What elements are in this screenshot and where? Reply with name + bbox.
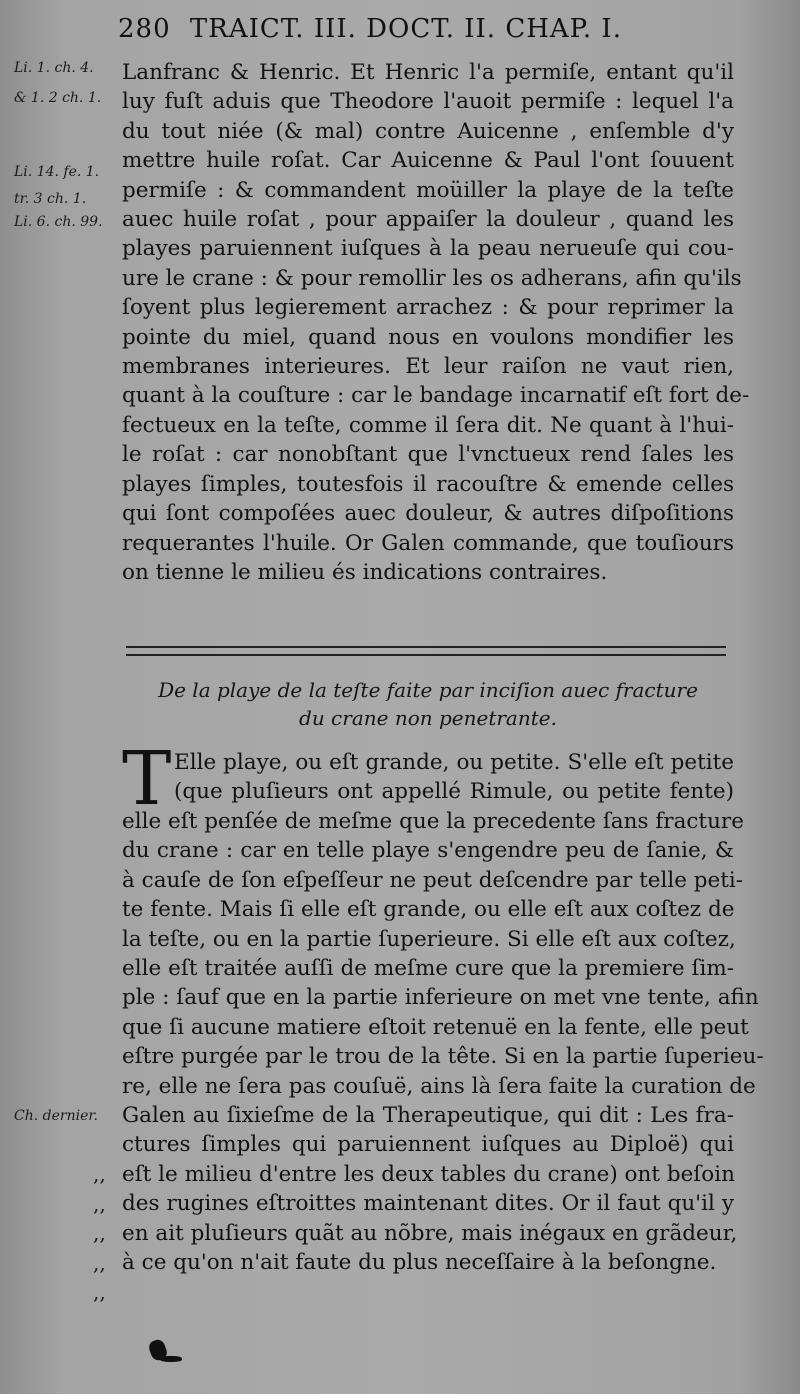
text-line: en ait pluſieurs quãt au nõbre, mais inégaux en grãdeur,: [122, 1220, 738, 1246]
text-line: fectueux en la teſte, comme il ſera dit. Ne quant à l'hui-: [122, 412, 734, 438]
text-line: eſtre purgée par le trou de la tête. Si en la partie ſuperieu-: [122, 1044, 764, 1070]
margin-note: Li. 6. ch. 99.: [14, 214, 103, 230]
text-line: du tout niée (& mal) contre Auicenne , enſemble d'y: [122, 118, 734, 144]
text-line: on tienne le milieu és indications contraires.: [122, 559, 608, 585]
text-line: Lanfranc & Henric. Et Henric l'a permiſe, entant qu'il: [122, 60, 734, 85]
section-title-line: du crane non penetrante.: [299, 706, 557, 730]
quote-mark: ,,: [93, 1192, 106, 1216]
page-number: 280: [118, 14, 171, 44]
quote-mark: ,,: [93, 1280, 106, 1304]
text-line: playes paruiennent iuſques à la peau nerueuſe qui cou-: [122, 236, 734, 262]
section-title-line: De la playe de la teſte faite par inciſion auec fracture: [158, 678, 698, 702]
text-line: elle eſt penſée de meſme que la precedente ſans fracture: [122, 809, 744, 834]
text-line: elle eſt traitée auſſi de meſme cure que la premiere ſim-: [122, 956, 734, 982]
margin-note: Li. 1. ch. 4.: [14, 60, 94, 76]
margin-note: Li. 14. fe. 1.: [14, 164, 100, 180]
margin-note: & 1. 2 ch. 1.: [14, 90, 102, 106]
text-line: te fente. Mais ſi elle eſt grande, ou elle eſt aux coſtez de: [122, 897, 735, 923]
text-line: ure le crane : & pour remollir les os adherans, afin qu'ils: [122, 265, 742, 291]
margin-note: tr. 3 ch. 1.: [14, 191, 87, 207]
text-line: ple : ſauf que en la partie inferieure on met vne tente, afin: [122, 985, 759, 1011]
section-divider-rule: [126, 646, 726, 656]
text-line: que ſi aucune matiere eſtoit retenuë en la fente, elle peut: [122, 1014, 749, 1040]
paragraph-2: [122, 807, 764, 1278]
paragraph-2-indented: [174, 748, 734, 807]
text-line: mettre huile roſat. Car Auicenne & Paul l'ont ſouuent: [122, 148, 734, 174]
quote-mark: ,,: [93, 1162, 106, 1186]
running-title: TRAICT. III. DOCT. II. CHAP. I.: [189, 14, 622, 44]
text-line: qui ſont compoſées auec douleur, & autres diſpoſitions: [122, 501, 734, 527]
text-line: pointe du miel, quand nous en voulons mondifier les: [122, 324, 734, 350]
text-line: Galen au ſixieſme de la Therapeutique, qui dit : Les fra-: [122, 1103, 734, 1129]
text-line: permiſe : & commandent moüiller la playe de la teſte: [122, 177, 734, 203]
text-line: à ce qu'on n'ait faute du plus neceſſaire à la beſongne.: [122, 1250, 717, 1276]
ink-blot: [160, 1356, 182, 1362]
drop-cap: T: [122, 736, 172, 822]
text-line: requerantes l'huile. Or Galen commande, que touſiours: [122, 530, 734, 556]
text-line: (que pluſieurs ont appellé Rimule, ou petite fente): [174, 779, 734, 805]
text-line: luy fuſt aduis que Theodore l'auoit permiſe : lequel l'a: [122, 89, 734, 115]
text-line: ctures ſimples qui paruiennent iuſques au Diploë) qui: [122, 1132, 734, 1158]
section-title: [122, 676, 734, 732]
quote-mark: ,,: [93, 1221, 106, 1245]
paragraph-1: [122, 58, 750, 587]
text-line: Elle playe, ou eſt grande, ou petite. S'elle eſt petite: [174, 750, 734, 775]
text-line: quant à la couſture : car le bandage incarnatif eſt fort de-: [122, 383, 750, 409]
text-line: du crane : car en telle playe s'engendre peu de ſanie, &: [122, 838, 734, 864]
text-line: à cauſe de ſon eſpeſſeur ne peut deſcendre par telle peti-: [122, 867, 744, 893]
text-line: playes ſimples, toutesfois il racouſtre & emende celles: [122, 471, 734, 497]
text-line: eſt le milieu d'entre les deux tables du crane) ont beſoin: [122, 1161, 735, 1187]
quote-mark: ,,: [93, 1251, 106, 1275]
text-line: membranes interieures. Et leur raiſon ne vaut rien,: [122, 354, 734, 380]
text-line: auec huile roſat , pour appaiſer la douleur , quand les: [122, 207, 734, 233]
text-line: re, elle ne ſera pas couſuë, ains là ſera faite la curation de: [122, 1073, 756, 1099]
text-line: le roſat : car nonobſtant que l'vnctueux rend ſales les: [122, 442, 734, 468]
text-line: des rugines eſtroittes maintenant dites. Or il faut qu'il y: [122, 1191, 734, 1217]
margin-note: Ch. dernier.: [14, 1108, 98, 1124]
running-head: [118, 14, 698, 44]
text-line: ſoyent plus legierement arrachez : & pour reprimer la: [122, 295, 734, 321]
text-line: la teſte, ou en la partie ſuperieure. Si elle eſt aux coſtez,: [122, 926, 736, 952]
